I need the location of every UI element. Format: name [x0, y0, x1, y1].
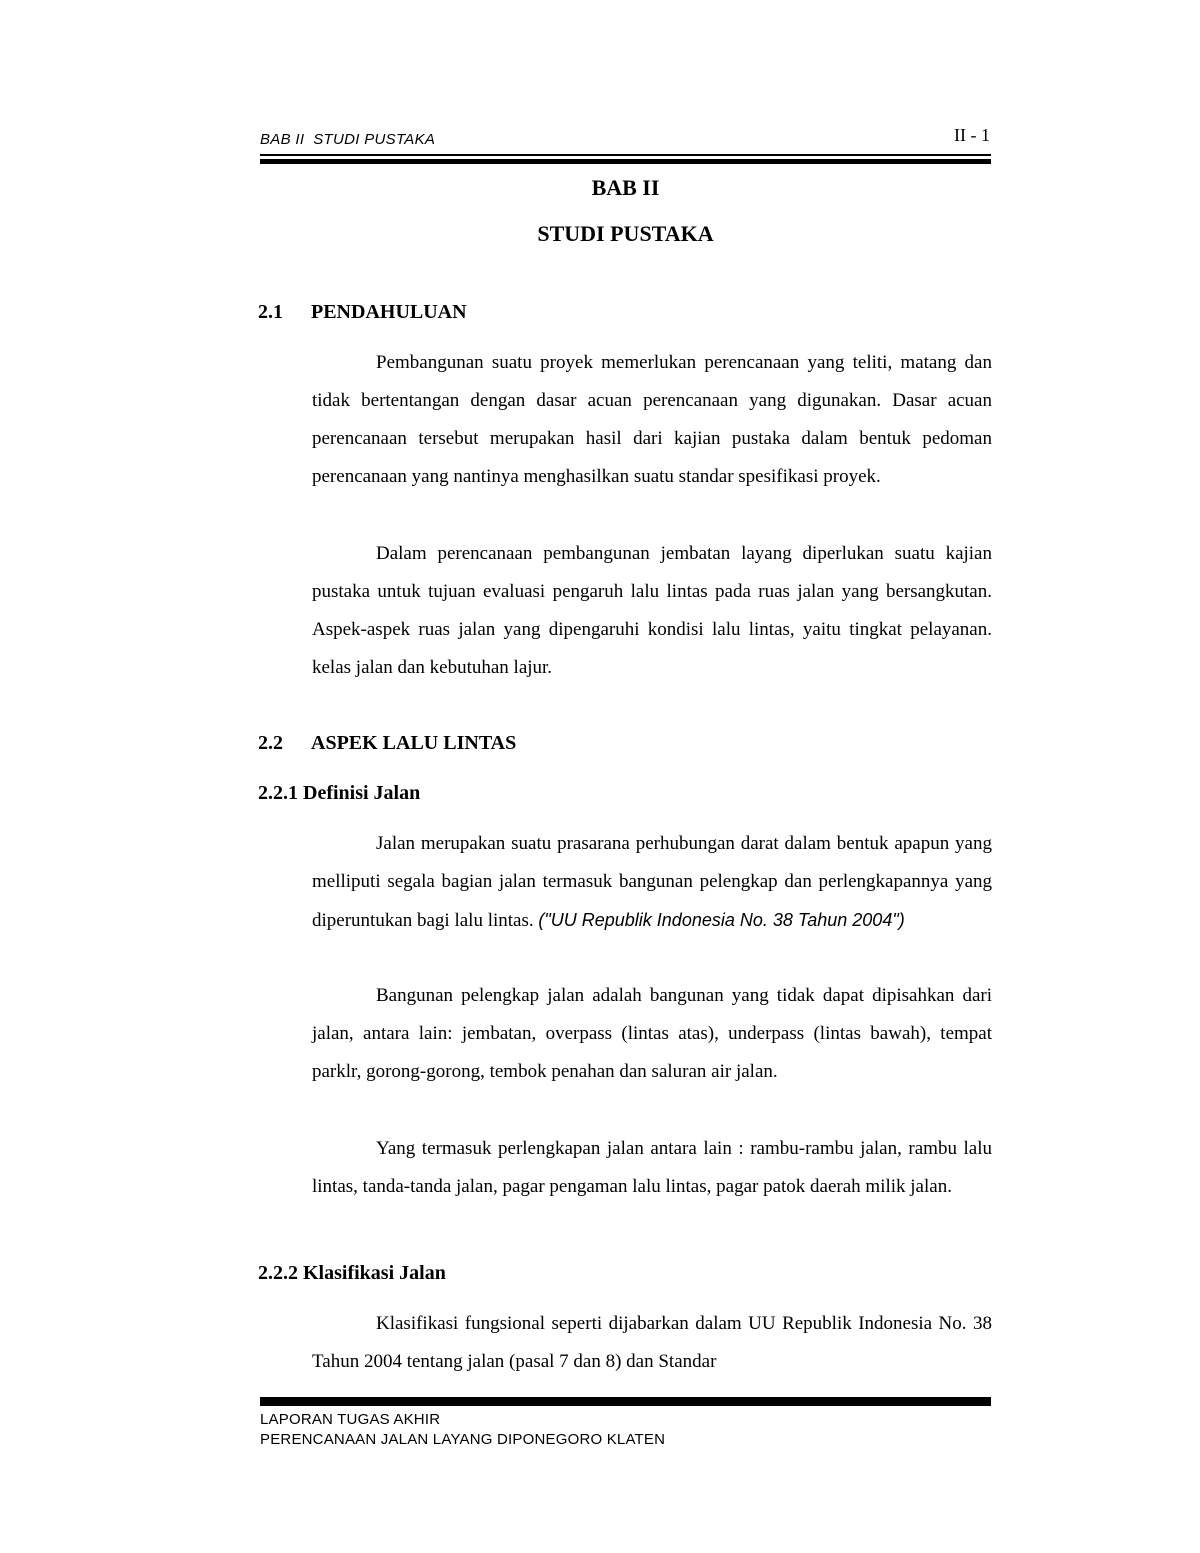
footer: [260, 1410, 665, 1450]
footer-line-2: PERENCANAAN JALAN LAYANG DIPONEGORO KLATEN: [260, 1431, 666, 1448]
paragraph: [312, 825, 992, 940]
section-number: 2.1: [258, 301, 283, 323]
section-title: PENDAHULUAN: [311, 301, 467, 323]
paragraph: [312, 344, 992, 496]
section-heading-2-2: [258, 732, 516, 755]
paragraph: [312, 1130, 992, 1206]
paragraph-text: Yang termasuk perlengkapan jalan antara lain : rambu-rambu jalan, rambu lalu lintas, tanda-tanda jalan, pagar pengaman lalu lintas, pagar patok daerah milik jalan.: [312, 1138, 992, 1198]
paragraph: [312, 977, 992, 1091]
subsection-heading-2-2-2: 2.2.2 Klasifikasi Jalan: [258, 1262, 446, 1284]
paragraph-text: Dalam perencanaan pembangunan jembatan layang diperlukan suatu kajian pustaka untuk tujuan evaluasi pengaruh lalu lintas pada ruas jalan yang bersangkutan. Aspek-aspek ruas jalan yang dipengaruhi kondisi lalu lintas, yaitu tingkat pelayanan. kelas jalan dan kebutuhan lajur.: [312, 543, 992, 679]
paragraph-text: Klasifikasi fungsional seperti dijabarkan dalam UU Republik Indonesia No. 38 Tahun 2004 tentang jalan (pasal 7 dan 8) dan Standar: [312, 1313, 992, 1373]
page-number: II - 1: [954, 125, 990, 145]
header-rule-thick: [260, 159, 991, 164]
chapter-number: BAB II: [591, 175, 660, 200]
subsection-heading-2-2-1: 2.2.1 Definisi Jalan: [258, 782, 421, 804]
running-header-title: BAB II STUDI PUSTAKA: [260, 131, 436, 148]
section-title: ASPEK LALU LINTAS: [311, 732, 517, 754]
paragraph-text: Pembangunan suatu proyek memerlukan perencanaan yang teliti, matang dan tidak bertentangan dengan dasar acuan perencanaan yang digunakan. Dasar acuan perencanaan tersebut merupakan hasil dari kajian pustaka dalam bentuk pedoman perencanaan yang nantinya menghasilkan suatu standar spesifikasi proyek.: [312, 352, 992, 488]
citation: ("UU Republik Indonesia No. 38 Tahun 2004"): [538, 910, 905, 931]
paragraph: [312, 535, 992, 687]
paragraph: [312, 1305, 992, 1381]
footer-rule: [260, 1397, 991, 1406]
paragraph-text: Bangunan pelengkap jalan adalah bangunan yang tidak dapat dipisahkan dari jalan, antara lain: jembatan, overpass (lintas atas), underpass (lintas bawah), tempat parklr, gorong-gorong, tembok penahan dan saluran air jalan.: [312, 985, 992, 1083]
paragraph-text: Jalan merupakan suatu prasarana perhubungan darat dalam bentuk apapun yang melliputi segala bagian jalan termasuk bangunan pelengkap dan perlengkapannya yang diperuntukan bagi lalu lintas.: [312, 833, 992, 932]
chapter-title: STUDI PUSTAKA: [537, 221, 714, 246]
section-number: 2.2: [258, 732, 283, 754]
section-heading-2-1: [258, 301, 467, 324]
footer-line-1: LAPORAN TUGAS AKHIR: [260, 1411, 441, 1428]
header-rule-thin: [260, 154, 991, 156]
